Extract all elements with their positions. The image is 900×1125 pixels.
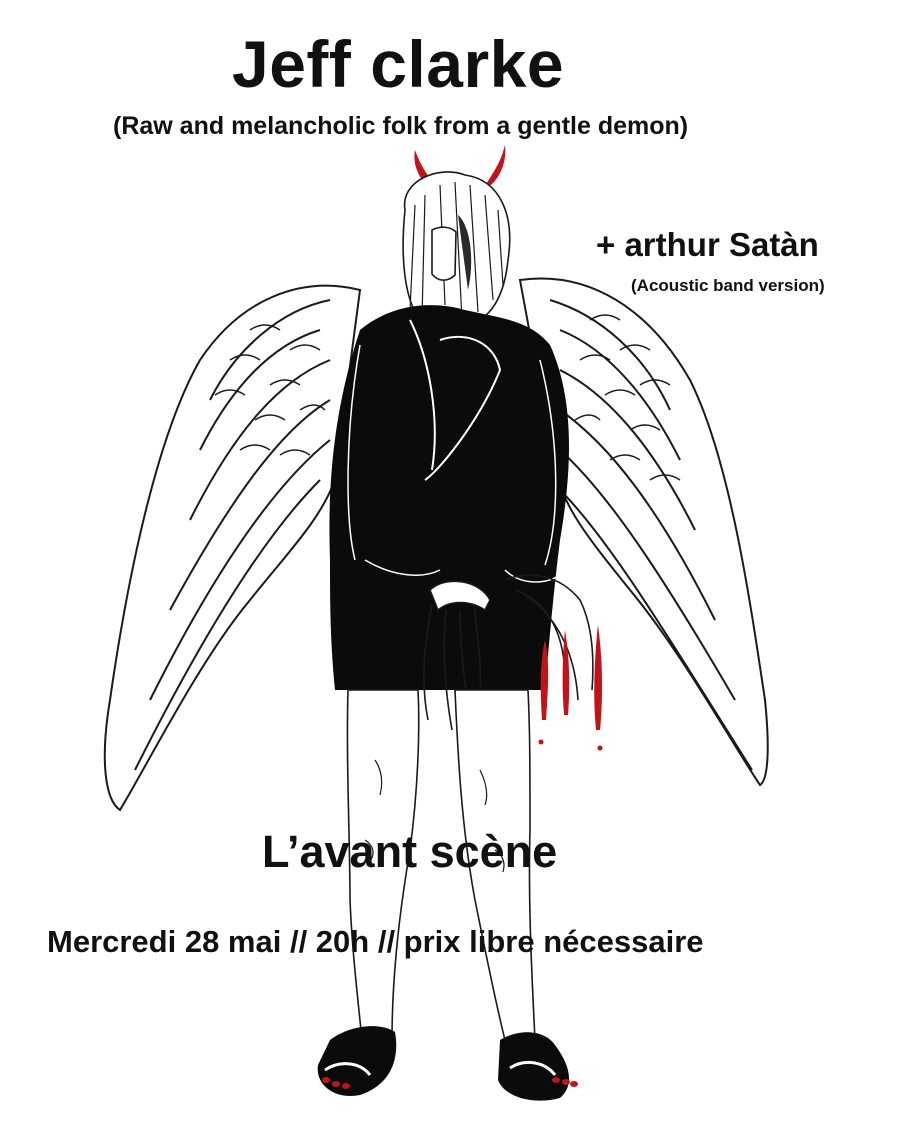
- headliner-title: Jeff clarke: [232, 27, 565, 101]
- event-details: Mercredi 28 mai // 20h // prix libre nécessaire: [47, 924, 704, 959]
- support-act: + arthur Satàn: [596, 226, 819, 263]
- left-wing: [105, 286, 360, 810]
- head: [403, 172, 510, 320]
- venue-name: L’avant scène: [262, 826, 558, 877]
- support-act-note: (Acoustic band version): [631, 276, 825, 295]
- robe: [329, 305, 569, 690]
- headliner-tagline: (Raw and melancholic folk from a gentle demon): [113, 112, 689, 140]
- sandals: [318, 1026, 578, 1101]
